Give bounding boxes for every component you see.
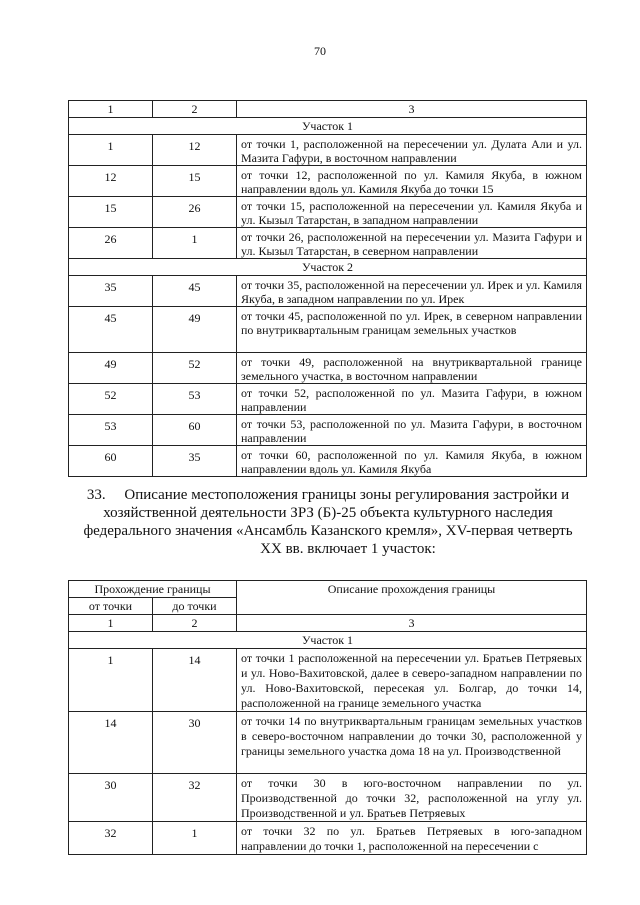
boundary-description: от точки 1 расположенной на пересечении ул. Братьев Петряевых и ул. Ново-Вахитовской, далее в северо-западном направлении по ул. Ново-Вахитовской, пересекая ул. Болгар, до точки 14, расположенной на границе земельного участка xyxy=(237,649,587,712)
boundary-description: от точки 45, расположенной по ул. Ирек, в северном направлении по внутриквартальным границам земельных участков xyxy=(237,307,587,353)
table-row xyxy=(69,649,587,712)
boundary-description: от точки 30 в юго-восточном направлении по ул. Производственной до точки 32, расположенной на углу ул. Производственной и ул. Братьев Петряевых xyxy=(237,774,587,822)
col-number-2: 2 xyxy=(153,615,237,632)
boundary-description: от точки 35, расположенной на пересечении ул. Ирек и ул. Камиля Якуба, в западном направлении по ул. Ирек xyxy=(237,276,587,307)
from-point: 32 xyxy=(69,822,153,855)
heading-line: XX вв. включает 1 участок: xyxy=(260,541,436,557)
heading-line: хозяйственной деятельности ЗРЗ (Б)-25 объекта культурного наследия xyxy=(103,505,553,521)
from-point: 35 xyxy=(69,276,153,307)
to-point: 49 xyxy=(153,307,237,353)
table-row xyxy=(69,276,587,307)
table-row xyxy=(69,384,587,415)
to-point: 53 xyxy=(153,384,237,415)
from-point: 60 xyxy=(69,446,153,477)
from-point: 14 xyxy=(69,712,153,774)
from-point: 1 xyxy=(69,135,153,166)
to-point: 32 xyxy=(153,774,237,822)
to-point: 1 xyxy=(153,228,237,259)
section-title: Участок 2 xyxy=(69,259,587,276)
boundary-description: от точки 49, расположенной на внутриквартальной границе земельного участка, в восточном направлении xyxy=(237,353,587,384)
from-point: 49 xyxy=(69,353,153,384)
table-row xyxy=(69,712,587,774)
from-point: 53 xyxy=(69,415,153,446)
section-33-heading xyxy=(68,486,588,558)
boundary-description: от точки 32 по ул. Братьев Петряевых в юго-западном направлении до точки 1, расположенной на пересечении с xyxy=(237,822,587,855)
to-point: 45 xyxy=(153,276,237,307)
to-point: 30 xyxy=(153,712,237,774)
to-point: 14 xyxy=(153,649,237,712)
boundary-description: от точки 52, расположенной по ул. Мазита Гафури, в южном направлении xyxy=(237,384,587,415)
section-row xyxy=(69,632,587,649)
table-row xyxy=(69,822,587,855)
to-point: 26 xyxy=(153,197,237,228)
heading-line: федерального значения «Ансамбль Казанского кремля», XV-первая четверть xyxy=(83,523,573,539)
table-row xyxy=(69,446,587,477)
page-number: 70 xyxy=(314,44,326,58)
boundary-table-1 xyxy=(68,100,587,477)
boundary-description: от точки 26, расположенной на пересечении ул. Мазита Гафури и ул. Кызыл Татарстан, в северном направлении xyxy=(237,228,587,259)
table-header-row xyxy=(69,101,587,118)
from-point: 45 xyxy=(69,307,153,353)
boundary-description: от точки 53, расположенной по ул. Мазита Гафури, в восточном направлении xyxy=(237,415,587,446)
from-point: 52 xyxy=(69,384,153,415)
table-header-row xyxy=(69,581,587,598)
section-row xyxy=(69,118,587,135)
table-row xyxy=(69,197,587,228)
table-row xyxy=(69,228,587,259)
header-boundary-passage: Прохождение границы xyxy=(69,581,237,598)
section-row xyxy=(69,259,587,276)
section-title: Участок 1 xyxy=(69,632,587,649)
from-point: 1 xyxy=(69,649,153,712)
heading-line: 33. Описание местоположения границы зоны регулирования застройки и xyxy=(86,487,570,503)
to-point: 1 xyxy=(153,822,237,855)
boundary-description: от точки 60, расположенной по ул. Камиля Якуба, в южном направлении вдоль ул. Камиля Якуба xyxy=(237,446,587,477)
table-row xyxy=(69,353,587,384)
section-title: Участок 1 xyxy=(69,118,587,135)
to-point: 35 xyxy=(153,446,237,477)
boundary-description: от точки 12, расположенной по ул. Камиля Якуба, в южном направлении вдоль ул. Камиля Якуба до точки 15 xyxy=(237,166,587,197)
header-to-point: до точки xyxy=(153,598,237,615)
to-point: 15 xyxy=(153,166,237,197)
from-point: 15 xyxy=(69,197,153,228)
col-number-1: 1 xyxy=(69,615,153,632)
boundary-table-2 xyxy=(68,580,587,855)
col-number-3: 3 xyxy=(237,615,587,632)
table-row xyxy=(69,774,587,822)
boundary-description: от точки 14 по внутриквартальным границам земельных участков в северо-восточном направлении до точки 30, расположенной у границы земельного участка дома 18 на ул. Производственной xyxy=(237,712,587,774)
boundary-description: от точки 1, расположенной на пересечении ул. Дулата Али и ул. Мазита Гафури, в восточном направлении xyxy=(237,135,587,166)
header-description: Описание прохождения границы xyxy=(237,581,587,615)
table-number-row xyxy=(69,615,587,632)
table-row xyxy=(69,166,587,197)
header-from-point: от точки xyxy=(69,598,153,615)
col-number-2: 2 xyxy=(153,101,237,118)
from-point: 12 xyxy=(69,166,153,197)
table-row xyxy=(69,415,587,446)
col-number-3: 3 xyxy=(237,101,587,118)
table-row xyxy=(69,135,587,166)
to-point: 52 xyxy=(153,353,237,384)
from-point: 26 xyxy=(69,228,153,259)
boundary-description: от точки 15, расположенной на пересечении ул. Камиля Якуба и ул. Кызыл Татарстан, в западном направлении xyxy=(237,197,587,228)
table-row xyxy=(69,307,587,353)
to-point: 60 xyxy=(153,415,237,446)
col-number-1: 1 xyxy=(69,101,153,118)
to-point: 12 xyxy=(153,135,237,166)
from-point: 30 xyxy=(69,774,153,822)
